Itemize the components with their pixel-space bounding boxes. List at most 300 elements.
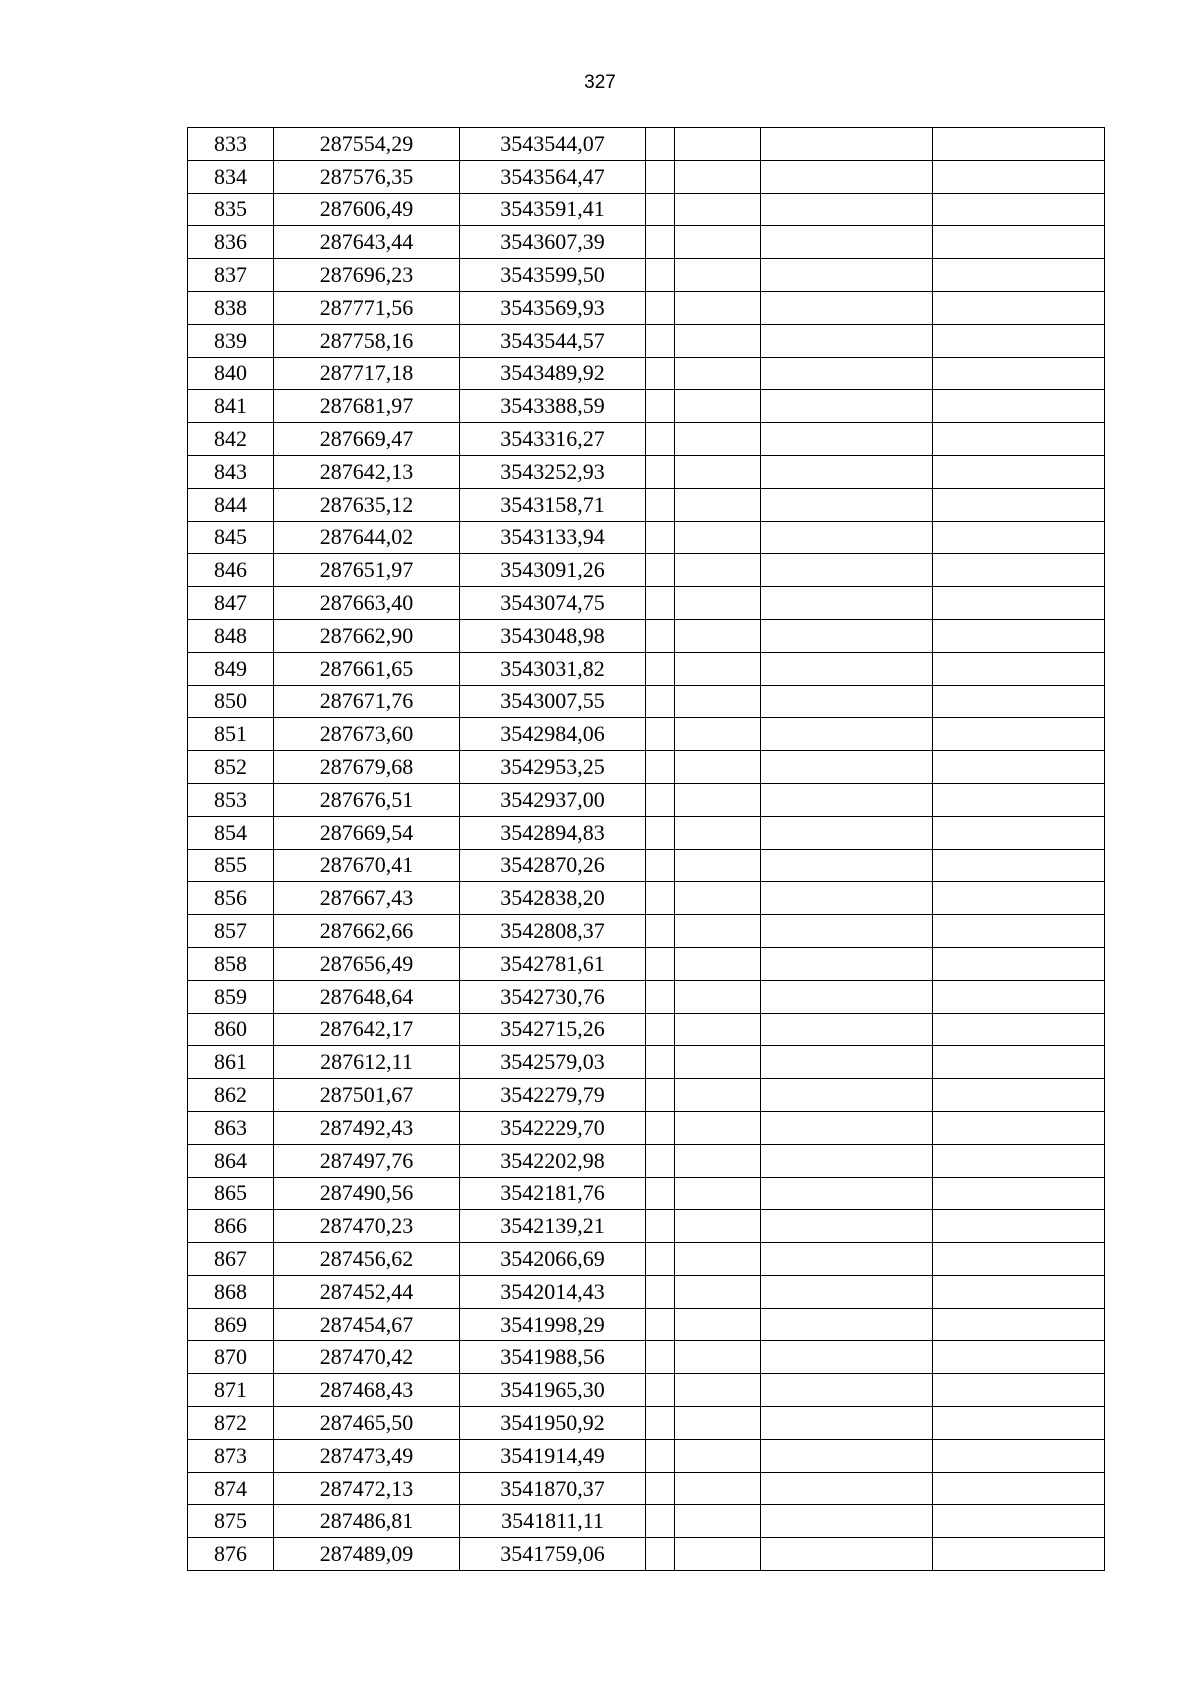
y-coordinate-cell: 3541759,06 [460,1538,646,1571]
empty-cell [761,915,933,948]
y-coordinate-cell: 3543489,92 [460,357,646,390]
empty-cell [675,390,761,423]
y-coordinate-cell: 3541988,56 [460,1341,646,1374]
empty-cell [761,783,933,816]
point-number-cell: 858 [188,947,274,980]
table-row [188,160,1105,193]
empty-cell [933,915,1105,948]
y-coordinate-cell: 3541950,92 [460,1407,646,1440]
table-row [188,1111,1105,1144]
empty-cell [933,357,1105,390]
empty-cell [761,324,933,357]
empty-cell [646,1341,675,1374]
point-number-cell: 876 [188,1538,274,1571]
x-coordinate-cell: 287673,60 [274,718,460,751]
y-coordinate-cell: 3542279,79 [460,1079,646,1112]
empty-cell [675,751,761,784]
table-row [188,1538,1105,1571]
empty-cell [646,1407,675,1440]
empty-cell [761,128,933,161]
y-coordinate-cell: 3543591,41 [460,193,646,226]
empty-cell [761,652,933,685]
table-row [188,849,1105,882]
table-row [188,423,1105,456]
x-coordinate-cell: 287648,64 [274,980,460,1013]
table-row [188,226,1105,259]
empty-cell [761,619,933,652]
empty-cell [761,455,933,488]
table-row [188,718,1105,751]
x-coordinate-cell: 287670,41 [274,849,460,882]
empty-cell [933,849,1105,882]
table-row [188,1144,1105,1177]
empty-cell [675,1177,761,1210]
empty-cell [675,619,761,652]
y-coordinate-cell: 3541998,29 [460,1308,646,1341]
y-coordinate-cell: 3543091,26 [460,554,646,587]
table-row [188,619,1105,652]
empty-cell [933,751,1105,784]
x-coordinate-cell: 287470,42 [274,1341,460,1374]
point-number-cell: 861 [188,1046,274,1079]
x-coordinate-cell: 287758,16 [274,324,460,357]
y-coordinate-cell: 3543569,93 [460,291,646,324]
empty-cell [675,849,761,882]
table-row [188,1308,1105,1341]
x-coordinate-cell: 287606,49 [274,193,460,226]
empty-cell [646,783,675,816]
empty-cell [675,226,761,259]
empty-cell [761,357,933,390]
y-coordinate-cell: 3543599,50 [460,259,646,292]
empty-cell [761,259,933,292]
point-number-cell: 833 [188,128,274,161]
empty-cell [933,718,1105,751]
x-coordinate-cell: 287501,67 [274,1079,460,1112]
empty-cell [761,587,933,620]
empty-cell [675,980,761,1013]
x-coordinate-cell: 287452,44 [274,1275,460,1308]
point-number-cell: 847 [188,587,274,620]
x-coordinate-cell: 287468,43 [274,1374,460,1407]
empty-cell [675,1472,761,1505]
y-coordinate-cell: 3543252,93 [460,455,646,488]
point-number-cell: 842 [188,423,274,456]
x-coordinate-cell: 287663,40 [274,587,460,620]
table-row [188,324,1105,357]
x-coordinate-cell: 287667,43 [274,882,460,915]
point-number-cell: 860 [188,1013,274,1046]
empty-cell [933,1407,1105,1440]
x-coordinate-cell: 287644,02 [274,521,460,554]
x-coordinate-cell: 287454,67 [274,1308,460,1341]
empty-cell [675,587,761,620]
empty-cell [761,1177,933,1210]
empty-cell [646,980,675,1013]
empty-cell [675,1210,761,1243]
empty-cell [646,1177,675,1210]
point-number-cell: 871 [188,1374,274,1407]
table-row [188,882,1105,915]
empty-cell [646,521,675,554]
empty-cell [675,554,761,587]
empty-cell [675,1505,761,1538]
x-coordinate-cell: 287642,13 [274,455,460,488]
empty-cell [933,554,1105,587]
empty-cell [933,685,1105,718]
empty-cell [675,455,761,488]
point-number-cell: 850 [188,685,274,718]
empty-cell [933,652,1105,685]
y-coordinate-cell: 3542808,37 [460,915,646,948]
table-row [188,390,1105,423]
empty-cell [933,1341,1105,1374]
empty-cell [761,1046,933,1079]
y-coordinate-cell: 3543031,82 [460,652,646,685]
empty-cell [646,128,675,161]
y-coordinate-cell: 3543607,39 [460,226,646,259]
empty-cell [933,1210,1105,1243]
empty-cell [933,1177,1105,1210]
empty-cell [675,193,761,226]
table-row [188,751,1105,784]
empty-cell [646,291,675,324]
empty-cell [646,652,675,685]
x-coordinate-cell: 287671,76 [274,685,460,718]
empty-cell [761,1243,933,1276]
point-number-cell: 854 [188,816,274,849]
page-number: 327 [584,72,616,93]
point-number-cell: 849 [188,652,274,685]
point-number-cell: 841 [188,390,274,423]
empty-cell [646,1210,675,1243]
table-row [188,1177,1105,1210]
empty-cell [646,1472,675,1505]
table-row [188,554,1105,587]
empty-cell [675,259,761,292]
empty-cell [933,390,1105,423]
empty-cell [761,1505,933,1538]
empty-cell [933,1243,1105,1276]
point-number-cell: 866 [188,1210,274,1243]
empty-cell [646,259,675,292]
point-number-cell: 852 [188,751,274,784]
empty-cell [761,1374,933,1407]
table-row [188,488,1105,521]
x-coordinate-cell: 287651,97 [274,554,460,587]
empty-cell [675,488,761,521]
table-row [188,193,1105,226]
empty-cell [761,160,933,193]
point-number-cell: 853 [188,783,274,816]
table-row [188,1079,1105,1112]
empty-cell [761,423,933,456]
empty-cell [646,160,675,193]
table-row [188,980,1105,1013]
table-row [188,1341,1105,1374]
empty-cell [675,324,761,357]
table-row [188,357,1105,390]
x-coordinate-cell: 287661,65 [274,652,460,685]
point-number-cell: 868 [188,1275,274,1308]
table-row [188,915,1105,948]
x-coordinate-cell: 287489,09 [274,1538,460,1571]
empty-cell [646,1079,675,1112]
empty-cell [761,685,933,718]
empty-cell [761,1144,933,1177]
y-coordinate-cell: 3543158,71 [460,488,646,521]
empty-cell [646,1439,675,1472]
empty-cell [761,226,933,259]
point-number-cell: 838 [188,291,274,324]
empty-cell [646,357,675,390]
empty-cell [646,488,675,521]
empty-cell [761,1308,933,1341]
empty-cell [761,751,933,784]
x-coordinate-cell: 287473,49 [274,1439,460,1472]
empty-cell [646,1505,675,1538]
y-coordinate-cell: 3542202,98 [460,1144,646,1177]
empty-cell [675,357,761,390]
empty-cell [675,947,761,980]
x-coordinate-cell: 287681,97 [274,390,460,423]
empty-cell [761,1538,933,1571]
y-coordinate-cell: 3542181,76 [460,1177,646,1210]
empty-cell [675,1079,761,1112]
empty-cell [761,882,933,915]
point-number-cell: 845 [188,521,274,554]
x-coordinate-cell: 287642,17 [274,1013,460,1046]
empty-cell [933,1144,1105,1177]
point-number-cell: 867 [188,1243,274,1276]
empty-cell [675,128,761,161]
point-number-cell: 862 [188,1079,274,1112]
empty-cell [646,619,675,652]
x-coordinate-cell: 287554,29 [274,128,460,161]
y-coordinate-cell: 3543133,94 [460,521,646,554]
point-number-cell: 851 [188,718,274,751]
table-row [188,1275,1105,1308]
empty-cell [933,783,1105,816]
y-coordinate-cell: 3542894,83 [460,816,646,849]
coordinates-table [187,127,1105,1571]
y-coordinate-cell: 3541965,30 [460,1374,646,1407]
point-number-cell: 874 [188,1472,274,1505]
x-coordinate-cell: 287662,66 [274,915,460,948]
point-number-cell: 870 [188,1341,274,1374]
empty-cell [646,1013,675,1046]
empty-cell [675,1374,761,1407]
table-row [188,685,1105,718]
x-coordinate-cell: 287676,51 [274,783,460,816]
empty-cell [646,1144,675,1177]
table-row [188,587,1105,620]
table-row [188,1505,1105,1538]
point-number-cell: 839 [188,324,274,357]
y-coordinate-cell: 3542066,69 [460,1243,646,1276]
empty-cell [675,1538,761,1571]
table-row [188,816,1105,849]
x-coordinate-cell: 287679,68 [274,751,460,784]
y-coordinate-cell: 3543388,59 [460,390,646,423]
empty-cell [933,1472,1105,1505]
point-number-cell: 837 [188,259,274,292]
empty-cell [933,980,1105,1013]
y-coordinate-cell: 3541811,11 [460,1505,646,1538]
empty-cell [675,685,761,718]
empty-cell [761,1341,933,1374]
empty-cell [761,488,933,521]
empty-cell [761,1111,933,1144]
empty-cell [646,947,675,980]
empty-cell [646,1308,675,1341]
empty-cell [933,423,1105,456]
point-number-cell: 843 [188,455,274,488]
empty-cell [761,554,933,587]
x-coordinate-cell: 287662,90 [274,619,460,652]
empty-cell [646,423,675,456]
point-number-cell: 869 [188,1308,274,1341]
empty-cell [933,1275,1105,1308]
table-row [188,1243,1105,1276]
empty-cell [646,324,675,357]
point-number-cell: 864 [188,1144,274,1177]
table-row [188,259,1105,292]
empty-cell [933,1374,1105,1407]
empty-cell [646,751,675,784]
empty-cell [761,1439,933,1472]
empty-cell [675,1308,761,1341]
y-coordinate-cell: 3542229,70 [460,1111,646,1144]
empty-cell [675,1013,761,1046]
y-coordinate-cell: 3542730,76 [460,980,646,1013]
table-row [188,521,1105,554]
empty-cell [675,1111,761,1144]
x-coordinate-cell: 287576,35 [274,160,460,193]
point-number-cell: 856 [188,882,274,915]
y-coordinate-cell: 3542953,25 [460,751,646,784]
y-coordinate-cell: 3542579,03 [460,1046,646,1079]
point-number-cell: 855 [188,849,274,882]
empty-cell [646,390,675,423]
table-row [188,455,1105,488]
y-coordinate-cell: 3542139,21 [460,1210,646,1243]
point-number-cell: 857 [188,915,274,948]
point-number-cell: 840 [188,357,274,390]
y-coordinate-cell: 3543048,98 [460,619,646,652]
table-row [188,652,1105,685]
y-coordinate-cell: 3543074,75 [460,587,646,620]
y-coordinate-cell: 3542937,00 [460,783,646,816]
empty-cell [646,718,675,751]
y-coordinate-cell: 3541914,49 [460,1439,646,1472]
empty-cell [675,160,761,193]
x-coordinate-cell: 287656,49 [274,947,460,980]
y-coordinate-cell: 3543316,27 [460,423,646,456]
empty-cell [646,1538,675,1571]
empty-cell [933,1308,1105,1341]
empty-cell [933,1079,1105,1112]
x-coordinate-cell: 287465,50 [274,1407,460,1440]
empty-cell [675,882,761,915]
x-coordinate-cell: 287717,18 [274,357,460,390]
empty-cell [933,128,1105,161]
point-number-cell: 873 [188,1439,274,1472]
x-coordinate-cell: 287696,23 [274,259,460,292]
empty-cell [933,947,1105,980]
point-number-cell: 865 [188,1177,274,1210]
x-coordinate-cell: 287635,12 [274,488,460,521]
empty-cell [675,423,761,456]
empty-cell [675,652,761,685]
y-coordinate-cell: 3542781,61 [460,947,646,980]
empty-cell [761,1079,933,1112]
x-coordinate-cell: 287771,56 [274,291,460,324]
table-body [188,128,1105,1571]
empty-cell [933,324,1105,357]
empty-cell [761,390,933,423]
empty-cell [933,259,1105,292]
x-coordinate-cell: 287470,23 [274,1210,460,1243]
x-coordinate-cell: 287486,81 [274,1505,460,1538]
empty-cell [675,291,761,324]
empty-cell [761,718,933,751]
empty-cell [646,1275,675,1308]
point-number-cell: 859 [188,980,274,1013]
point-number-cell: 863 [188,1111,274,1144]
y-coordinate-cell: 3542838,20 [460,882,646,915]
empty-cell [675,816,761,849]
y-coordinate-cell: 3541870,37 [460,1472,646,1505]
empty-cell [933,521,1105,554]
table-row [188,1210,1105,1243]
x-coordinate-cell: 287497,76 [274,1144,460,1177]
empty-cell [933,1538,1105,1571]
empty-cell [675,1243,761,1276]
empty-cell [646,587,675,620]
point-number-cell: 835 [188,193,274,226]
empty-cell [933,1111,1105,1144]
empty-cell [761,193,933,226]
table-row [188,947,1105,980]
empty-cell [933,160,1105,193]
empty-cell [646,1374,675,1407]
y-coordinate-cell: 3543564,47 [460,160,646,193]
empty-cell [761,1210,933,1243]
x-coordinate-cell: 287456,62 [274,1243,460,1276]
empty-cell [933,1505,1105,1538]
empty-cell [646,193,675,226]
empty-cell [761,816,933,849]
empty-cell [675,521,761,554]
table-row [188,783,1105,816]
empty-cell [675,1407,761,1440]
empty-cell [675,1046,761,1079]
empty-cell [646,455,675,488]
table-row [188,1374,1105,1407]
empty-cell [675,1144,761,1177]
empty-cell [933,587,1105,620]
empty-cell [675,718,761,751]
point-number-cell: 848 [188,619,274,652]
table-row [188,1407,1105,1440]
empty-cell [933,1439,1105,1472]
empty-cell [761,1407,933,1440]
x-coordinate-cell: 287492,43 [274,1111,460,1144]
empty-cell [646,915,675,948]
empty-cell [646,1243,675,1276]
empty-cell [646,816,675,849]
